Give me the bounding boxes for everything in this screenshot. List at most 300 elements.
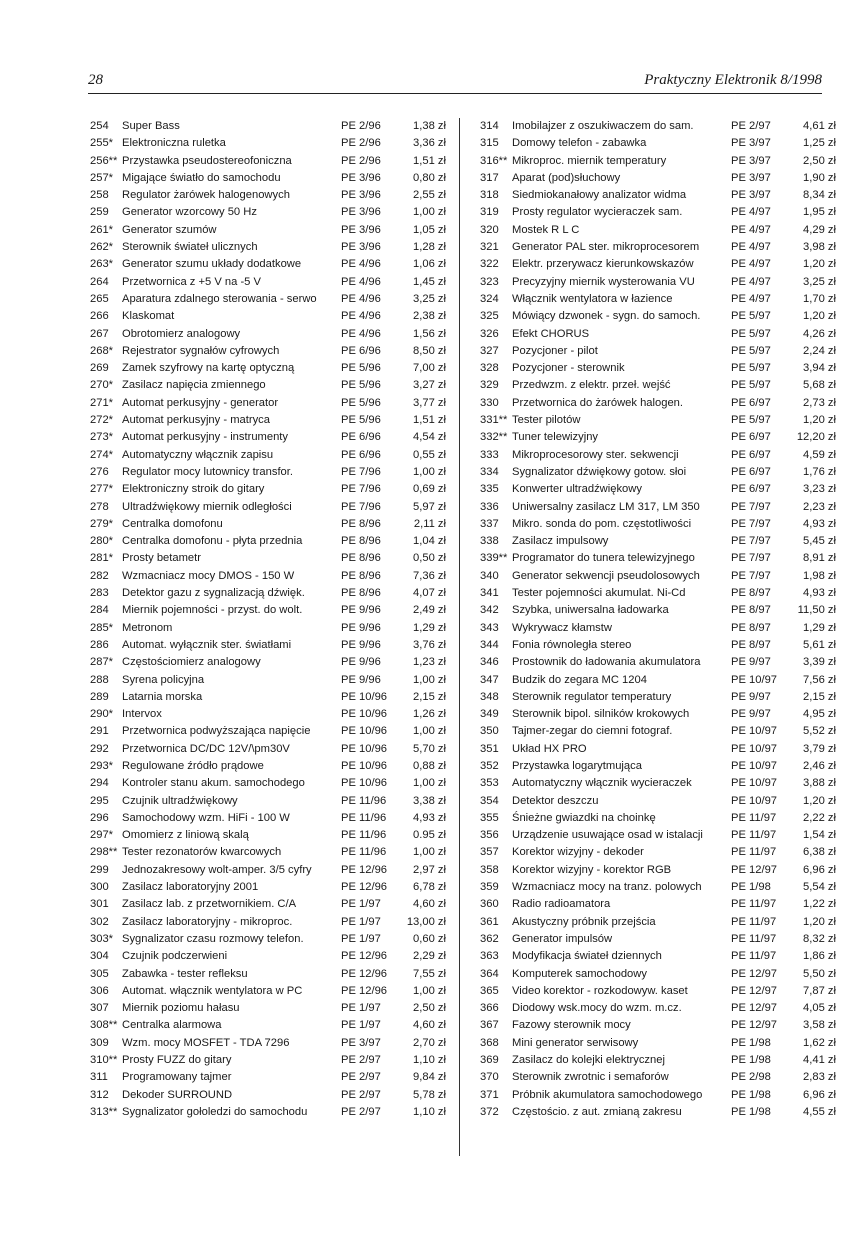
- item-price: 5,97 zł: [413, 500, 446, 513]
- item-name: Prosty FUZZ do gitary: [122, 1054, 232, 1067]
- item-price: 4,93 zł: [803, 587, 836, 600]
- item-issue: PE 11/97: [731, 811, 777, 824]
- item-name: Sygnalizator czasu rozmowy telefon.: [122, 932, 304, 945]
- item-name: Mostek R L C: [512, 223, 580, 236]
- item-issue: PE 6/97: [731, 431, 771, 444]
- item-price: 2,55 zł: [413, 189, 446, 202]
- item-issue: PE 4/97: [731, 292, 771, 305]
- item-number: 271*: [90, 396, 114, 409]
- item-name: Programowany tajmer: [122, 1071, 232, 1084]
- item-number: 266: [90, 310, 109, 323]
- item-price: 1,25 zł: [803, 137, 836, 150]
- item-issue: PE 7/96: [341, 483, 381, 496]
- item-price: 2,83 zł: [803, 1071, 836, 1084]
- item-number: 327: [480, 344, 499, 357]
- item-name: Mikro. sonda do pom. częstotliwości: [512, 517, 692, 530]
- list-item: [480, 118, 840, 135]
- item-price: 4,93 zł: [413, 811, 446, 824]
- item-price: 1,22 zł: [803, 898, 836, 911]
- list-item: [90, 706, 450, 723]
- item-number: 316**: [480, 154, 508, 167]
- item-price: 1,38 zł: [413, 120, 446, 132]
- item-number: 366: [480, 1002, 499, 1015]
- item-price: 4,60 zł: [413, 1019, 446, 1032]
- item-name: Akustyczny próbnik przejścia: [512, 915, 656, 928]
- list-item: [90, 602, 450, 619]
- item-price: 3,98 zł: [803, 241, 836, 254]
- item-issue: PE 9/97: [731, 690, 771, 703]
- item-issue: PE 11/96: [341, 829, 387, 842]
- list-item: [90, 464, 450, 481]
- item-number: 314: [480, 120, 499, 132]
- item-price: 1,51 zł: [413, 414, 446, 427]
- item-number: 256**: [90, 154, 118, 167]
- list-item: [480, 1052, 840, 1069]
- item-number: 309: [90, 1036, 109, 1049]
- item-price: 2,49 zł: [413, 604, 446, 617]
- left-column: [90, 118, 450, 1121]
- item-number: 325: [480, 310, 499, 323]
- item-price: 4,60 zł: [413, 898, 446, 911]
- item-name: Tajmer-zegar do ciemni fotograf.: [512, 725, 673, 738]
- list-item: [90, 672, 450, 689]
- item-number: 262*: [90, 241, 114, 254]
- item-name: Radio radioamatora: [512, 898, 611, 911]
- item-number: 331**: [480, 414, 508, 427]
- item-issue: PE 10/97: [731, 673, 778, 686]
- item-price: 1,98 zł: [803, 569, 836, 582]
- item-name: Video korektor - rozkodowyw. kaset: [512, 984, 688, 997]
- item-number: 298**: [90, 846, 118, 859]
- list-item: [480, 550, 840, 567]
- item-issue: PE 4/97: [731, 223, 771, 236]
- item-issue: PE 1/98: [731, 1105, 771, 1118]
- item-price: 3,76 zł: [413, 638, 446, 651]
- item-issue: PE 10/96: [341, 725, 388, 738]
- item-price: 1,05 zł: [413, 223, 446, 236]
- item-issue: PE 10/96: [341, 742, 388, 755]
- list-item: [90, 862, 450, 879]
- item-price: 3,25 zł: [413, 292, 446, 305]
- item-name: Przetwornica z +5 V na -5 V: [122, 275, 261, 288]
- list-item: [480, 568, 840, 585]
- item-name: Regulowane źródło prądowe: [122, 759, 264, 772]
- item-number: 294: [90, 777, 109, 790]
- list-item: [90, 1069, 450, 1086]
- item-number: 307: [90, 1002, 109, 1015]
- item-price: 5,78 zł: [413, 1088, 446, 1101]
- item-number: 313**: [90, 1105, 118, 1118]
- list-item: [480, 793, 840, 810]
- item-issue: PE 2/96: [341, 137, 381, 150]
- list-item: [90, 775, 450, 792]
- item-issue: PE 10/97: [731, 725, 778, 738]
- item-issue: PE 5/97: [731, 327, 771, 340]
- item-issue: PE 2/98: [731, 1071, 771, 1084]
- item-price: 1,20 zł: [803, 414, 836, 427]
- item-issue: PE 4/97: [731, 258, 771, 271]
- list-item: [90, 983, 450, 1000]
- item-name: Automatyczny włącznik wycieraczek: [512, 777, 692, 790]
- item-price: 7,87 zł: [803, 984, 836, 997]
- item-issue: PE 12/97: [731, 863, 778, 876]
- item-price: 8,34 zł: [803, 189, 836, 202]
- item-issue: PE 4/96: [341, 310, 381, 323]
- item-issue: PE 8/96: [341, 535, 381, 548]
- list-item: [480, 1035, 840, 1052]
- item-number: 305: [90, 967, 109, 980]
- item-number: 270*: [90, 379, 114, 392]
- item-issue: PE 5/97: [731, 414, 771, 427]
- item-issue: PE 10/96: [341, 690, 388, 703]
- item-price: 1,10 zł: [413, 1054, 446, 1067]
- item-number: 285*: [90, 621, 114, 634]
- item-name: Układ HX PRO: [512, 742, 587, 755]
- item-name: Automat perkusyjny - instrumenty: [122, 431, 289, 444]
- item-name: Sygnalizator dźwiękowy gotow. słoi: [512, 465, 687, 478]
- item-issue: PE 9/97: [731, 656, 771, 669]
- item-issue: PE 7/97: [731, 569, 771, 582]
- item-issue: PE 12/96: [341, 881, 388, 894]
- item-name: Przetwornica podwyższająca napięcie: [122, 725, 311, 738]
- item-name: Częstościo. z aut. zmianą zakresu: [512, 1105, 682, 1118]
- item-issue: PE 10/96: [341, 777, 388, 790]
- item-issue: PE 9/96: [341, 604, 381, 617]
- item-name: Pozycjoner - pilot: [512, 344, 598, 357]
- item-issue: PE 4/97: [731, 206, 771, 219]
- item-name: Wzmacniacz mocy DMOS - 150 W: [122, 569, 295, 582]
- item-issue: PE 5/97: [731, 310, 771, 323]
- item-name: Migające światło do samochodu: [122, 171, 281, 184]
- item-name: Tester pilotów: [512, 414, 581, 427]
- item-price: 1,56 zł: [413, 327, 446, 340]
- item-name: Precyzyjny miernik wysterowania VU: [512, 275, 695, 288]
- item-name: Elektroniczna ruletka: [122, 137, 226, 150]
- item-number: 334: [480, 465, 499, 478]
- item-price: 7,55 zł: [413, 967, 446, 980]
- item-number: 281*: [90, 552, 114, 565]
- item-issue: PE 6/97: [731, 465, 771, 478]
- item-price: 5,45 zł: [803, 535, 836, 548]
- item-issue: PE 9/96: [341, 621, 381, 634]
- item-price: 4,54 zł: [413, 431, 446, 444]
- list-item: [480, 274, 840, 291]
- list-item: [480, 222, 840, 239]
- item-number: 363: [480, 950, 499, 963]
- item-issue: PE 7/97: [731, 535, 771, 548]
- item-price: 1,20 zł: [803, 258, 836, 271]
- item-name: Próbnik akumulatora samochodowego: [512, 1088, 703, 1101]
- list-item: [480, 395, 840, 412]
- item-price: 1,86 zł: [803, 950, 836, 963]
- item-number: 358: [480, 863, 499, 876]
- item-number: 370: [480, 1071, 499, 1084]
- item-issue: PE 8/97: [731, 638, 771, 651]
- item-price: 2,50 zł: [413, 1002, 446, 1015]
- list-item: [480, 360, 840, 377]
- item-issue: PE 5/97: [731, 344, 771, 357]
- item-number: 263*: [90, 258, 114, 271]
- item-issue: PE 4/96: [341, 275, 381, 288]
- item-name: Generator szumów: [122, 223, 217, 236]
- item-price: 1,00 zł: [413, 206, 446, 219]
- list-item: [480, 239, 840, 256]
- item-number: 362: [480, 932, 499, 945]
- item-issue: PE 7/96: [341, 465, 381, 478]
- item-price: 1,26 zł: [413, 708, 446, 721]
- list-item: [90, 135, 450, 152]
- item-name: Automatyczny włącznik zapisu: [122, 448, 274, 461]
- item-issue: PE 12/96: [341, 984, 388, 997]
- item-number: 304: [90, 950, 109, 963]
- item-name: Aparatura zdalnego sterowania - serwo: [122, 292, 317, 305]
- item-number: 355: [480, 811, 499, 824]
- item-price: 1,29 zł: [803, 621, 836, 634]
- publication-title: Praktyczny Elektronik 8/1998: [644, 72, 822, 88]
- list-item: [90, 412, 450, 429]
- item-number: 343: [480, 621, 499, 634]
- item-number: 340: [480, 569, 499, 582]
- item-name: Pozycjoner - sterownik: [512, 362, 625, 375]
- item-issue: PE 11/96: [341, 794, 387, 807]
- item-number: 259: [90, 206, 109, 219]
- item-number: 346: [480, 656, 499, 669]
- list-item: [480, 602, 840, 619]
- item-issue: PE 5/97: [731, 379, 771, 392]
- item-number: 319: [480, 206, 499, 219]
- item-number: 282: [90, 569, 109, 582]
- list-item: [90, 1052, 450, 1069]
- item-number: 286: [90, 638, 109, 651]
- list-item: [90, 170, 450, 187]
- item-number: 295: [90, 794, 109, 807]
- item-number: 354: [480, 794, 499, 807]
- item-price: 1,00 zł: [413, 465, 446, 478]
- list-item: [480, 1087, 840, 1104]
- item-price: 7,36 zł: [413, 569, 446, 582]
- item-price: 3,27 zł: [413, 379, 446, 392]
- item-name: Fonia równoległa stereo: [512, 638, 632, 651]
- list-item: [90, 723, 450, 740]
- item-number: 320: [480, 223, 499, 236]
- item-issue: PE 10/96: [341, 759, 388, 772]
- item-number: 330: [480, 396, 499, 409]
- item-number: 264: [90, 275, 109, 288]
- item-number: 369: [480, 1054, 499, 1067]
- item-issue: PE 3/96: [341, 171, 381, 184]
- item-name: Przystawka logarytmująca: [512, 759, 642, 772]
- item-issue: PE 4/96: [341, 327, 381, 340]
- item-price: 3,23 zł: [803, 483, 836, 496]
- item-price: 1,00 zł: [413, 673, 446, 686]
- item-number: 268*: [90, 344, 114, 357]
- item-issue: PE 3/96: [341, 189, 381, 202]
- item-issue: PE 10/97: [731, 759, 778, 772]
- item-name: Automat. wyłącznik ster. światłami: [122, 638, 292, 651]
- item-number: 303*: [90, 932, 114, 945]
- item-issue: PE 3/97: [731, 154, 771, 167]
- list-item: [480, 896, 840, 913]
- list-item: [480, 135, 840, 152]
- item-number: 258: [90, 189, 109, 202]
- item-number: 288: [90, 673, 109, 686]
- item-price: 1,00 zł: [413, 846, 446, 859]
- item-number: 360: [480, 898, 499, 911]
- item-price: 0,80 zł: [413, 171, 446, 184]
- item-name: Prostownik do ładowania akumulatora: [512, 656, 701, 669]
- item-issue: PE 11/97: [731, 932, 777, 945]
- item-issue: PE 4/96: [341, 292, 381, 305]
- list-item: [90, 326, 450, 343]
- item-number: 278: [90, 500, 109, 513]
- item-name: Elektr. przerywacz kierunkowskazów: [512, 258, 694, 271]
- item-price: 5,52 zł: [803, 725, 836, 738]
- item-issue: PE 1/98: [731, 1036, 771, 1049]
- list-item: [90, 550, 450, 567]
- list-item: [480, 153, 840, 170]
- item-issue: PE 1/98: [731, 881, 771, 894]
- item-price: 4,95 zł: [803, 708, 836, 721]
- item-price: 2,38 zł: [413, 310, 446, 323]
- item-price: 2,22 zł: [803, 811, 836, 824]
- page-header: [88, 72, 822, 92]
- list-item: [480, 481, 840, 498]
- item-issue: PE 3/97: [341, 1036, 381, 1049]
- item-price: 4,07 zł: [413, 587, 446, 600]
- item-name: Automat perkusyjny - generator: [122, 396, 279, 409]
- item-number: 317: [480, 171, 499, 184]
- item-number: 274*: [90, 448, 114, 461]
- item-name: Generator impulsów: [512, 932, 613, 945]
- item-name: Miernik pojemności - przyst. do wolt.: [122, 604, 303, 617]
- item-price: 0.95 zł: [413, 829, 446, 842]
- item-issue: PE 9/96: [341, 673, 381, 686]
- item-name: Omomierz z liniową skalą: [122, 829, 249, 842]
- item-issue: PE 7/96: [341, 500, 381, 513]
- item-name: Korektor wizyjny - korektor RGB: [512, 863, 672, 876]
- item-price: 1,00 zł: [413, 984, 446, 997]
- item-number: 283: [90, 587, 109, 600]
- list-item: [90, 1035, 450, 1052]
- item-number: 372: [480, 1105, 499, 1118]
- list-item: [480, 585, 840, 602]
- list-item: [90, 481, 450, 498]
- item-number: 277*: [90, 483, 114, 496]
- item-issue: PE 8/96: [341, 517, 381, 530]
- item-name: Urządzenie usuwające osad w istalacji: [512, 829, 703, 842]
- list-item: [480, 689, 840, 706]
- item-number: 333: [480, 448, 499, 461]
- list-item: [480, 862, 840, 879]
- item-name: Sterownik świateł ulicznych: [122, 241, 258, 254]
- list-item: [480, 291, 840, 308]
- item-issue: PE 2/97: [731, 120, 771, 132]
- list-item: [480, 533, 840, 550]
- header-rule: [88, 93, 822, 94]
- item-price: 5,70 zł: [413, 742, 446, 755]
- item-price: 5,54 zł: [803, 881, 836, 894]
- item-issue: PE 4/97: [731, 275, 771, 288]
- list-item: [480, 844, 840, 861]
- item-price: 8,32 zł: [803, 932, 836, 945]
- item-price: 1,23 zł: [413, 656, 446, 669]
- list-item: [480, 1000, 840, 1017]
- item-price: 7,56 zł: [803, 673, 836, 686]
- item-number: 290*: [90, 708, 114, 721]
- list-item: [90, 637, 450, 654]
- item-number: 352: [480, 759, 499, 772]
- item-number: 321: [480, 241, 499, 254]
- item-price: 2,15 zł: [803, 690, 836, 703]
- item-issue: PE 1/97: [341, 932, 381, 945]
- item-name: Siedmiokanałowy analizator widma: [512, 189, 687, 202]
- item-price: 0,88 zł: [413, 759, 446, 772]
- item-price: 3,94 zł: [803, 362, 836, 375]
- list-item: [480, 654, 840, 671]
- item-number: 335: [480, 483, 499, 496]
- list-item: [480, 447, 840, 464]
- right-column: [480, 118, 840, 1121]
- item-name: Prosty betametr: [122, 552, 201, 565]
- item-number: 255*: [90, 137, 114, 150]
- item-issue: PE 1/97: [341, 898, 381, 911]
- item-number: 357: [480, 846, 499, 859]
- item-number: 365: [480, 984, 499, 997]
- item-price: 6,78 zł: [413, 881, 446, 894]
- item-price: 3,79 zł: [803, 742, 836, 755]
- item-issue: PE 9/96: [341, 656, 381, 669]
- item-price: 4,93 zł: [803, 517, 836, 530]
- list-item: [90, 741, 450, 758]
- item-issue: PE 12/97: [731, 984, 778, 997]
- item-issue: PE 10/97: [731, 742, 778, 755]
- item-price: 6,96 zł: [803, 1088, 836, 1101]
- item-number: 300: [90, 881, 109, 894]
- item-issue: PE 12/96: [341, 967, 388, 980]
- item-number: 293*: [90, 759, 114, 772]
- list-item: [90, 308, 450, 325]
- list-item: [480, 1069, 840, 1086]
- item-price: 1,00 zł: [413, 725, 446, 738]
- item-name: Czujnik podczerwieni: [122, 950, 228, 963]
- list-item: [90, 187, 450, 204]
- item-number: 318: [480, 189, 499, 202]
- item-name: Konwerter ultradźwiękowy: [512, 483, 642, 496]
- list-item: [90, 827, 450, 844]
- item-name: Sterownik zwrotnic i semaforów: [512, 1071, 669, 1084]
- item-number: 279*: [90, 517, 114, 530]
- item-name: Automat perkusyjny - matryca: [122, 414, 270, 427]
- list-item: [90, 516, 450, 533]
- item-number: 308**: [90, 1019, 118, 1032]
- list-item: [480, 637, 840, 654]
- item-issue: PE 7/97: [731, 552, 771, 565]
- item-name: Sygnalizator gołoledzi do samochodu: [122, 1105, 308, 1118]
- item-number: 310**: [90, 1054, 118, 1067]
- item-issue: PE 10/97: [731, 777, 778, 790]
- item-name: Imobilajzer z oszukiwaczem do sam.: [512, 120, 694, 132]
- item-number: 301: [90, 898, 109, 911]
- item-name: Wzm. mocy MOSFET - TDA 7296: [122, 1036, 290, 1049]
- list-item: [480, 429, 840, 446]
- item-issue: PE 12/97: [731, 1002, 778, 1015]
- item-issue: PE 7/97: [731, 500, 771, 513]
- item-name: Domowy telefon - zabawka: [512, 137, 647, 150]
- item-price: 1,76 zł: [803, 465, 836, 478]
- list-item: [90, 1000, 450, 1017]
- list-item: [90, 274, 450, 291]
- item-name: Mówiący dzwonek - sygn. do samoch.: [512, 310, 701, 323]
